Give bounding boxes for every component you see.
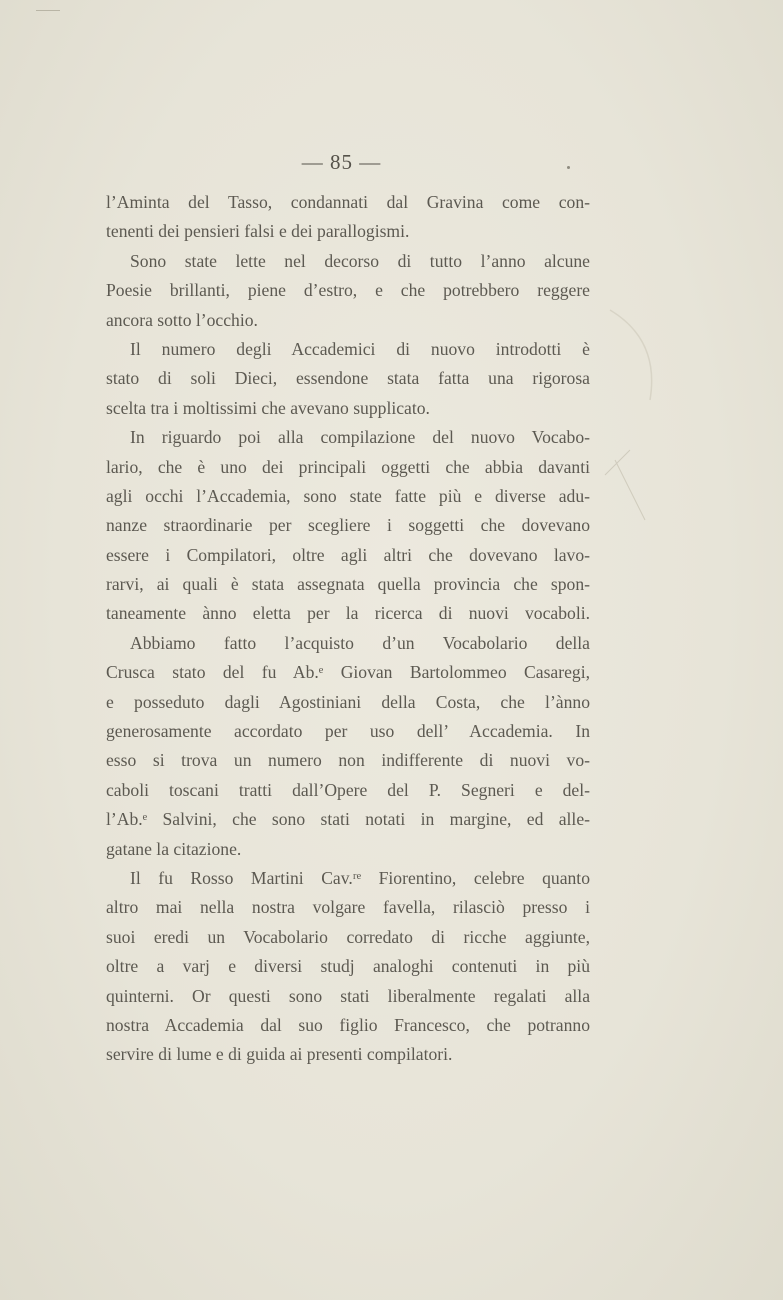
text-line: Crusca stato del fu Ab.ᵉ Giovan Bartolommeo Casaregi, (106, 662, 590, 683)
text-line: l’Aminta del Tasso, condannati dal Gravina come con- (106, 192, 590, 212)
text-line: In riguardo poi alla compilazione del nuovo Vocabo- (130, 427, 590, 448)
text-line: Abbiamo fatto l’acquisto d’un Vocabolario della (130, 632, 590, 653)
page-edge-mark (36, 0, 60, 11)
text-line: generosamente accordato per uso dell’ Accademia. In (106, 721, 590, 742)
text-line: Il numero degli Accademici di nuovo introdotti è (130, 338, 590, 359)
text-line: suoi eredi un Vocabolario corredato di ricche aggiunte, (106, 926, 590, 947)
text-line: caboli toscani tratti dall’Opere del P. Segneri e del- (106, 779, 590, 800)
text-line: gatane la citazione. (106, 838, 242, 859)
page-number: — 85 — (301, 150, 382, 174)
text-line: rarvi, ai quali è stata assegnata quella provincia che spon- (106, 574, 590, 595)
text-line: altro mai nella nostra volgare favella, rilasciò presso i (106, 897, 590, 918)
watermark-seal (600, 300, 680, 560)
text-line: scelta tra i moltissimi che avevano supplicato. (106, 397, 430, 418)
text-line: nostra Accademia dal suo figlio Francesco, che potranno (106, 1014, 590, 1035)
text-line: oltre a varj e diversi studj analoghi contenuti in più (106, 956, 590, 977)
text-line: agli occhi l’Accademia, sono state fatte più e diverse adu- (106, 485, 590, 506)
text-line: ancora sotto l’occhio. (106, 309, 258, 330)
text-line: tenenti dei pensieri falsi e dei parallogismi. (106, 221, 410, 242)
text-line: servire di lume e di guida ai presenti compilatori. (106, 1044, 453, 1065)
text-line: e posseduto dagli Agostiniani della Costa, che l’ànno (106, 691, 590, 712)
ink-speck (567, 166, 570, 169)
text-line: Il fu Rosso Martini Cav.ʳᵉ Fiorentino, celebre quanto (130, 867, 590, 888)
text-line: lario, che è uno dei principali oggetti che abbia davanti (106, 456, 590, 477)
text-line: Poesie brillanti, piene d’estro, e che potrebbero reggere (106, 280, 590, 301)
text-line: l’Ab.ᵉ Salvini, che sono stati notati in margine, ed alle- (106, 809, 590, 830)
text-line: essere i Compilatori, oltre agli altri che dovevano lavo- (106, 544, 590, 565)
text-line: stato di soli Dieci, essendone stata fatta una rigorosa (106, 368, 590, 389)
text-line: Sono state lette nel decorso di tutto l’anno alcune (130, 250, 590, 271)
text-line: esso si trova un numero non indifferente di nuovi vo- (106, 750, 590, 771)
text-line: quinterni. Or questi sono stati liberalmente regalati alla (106, 985, 590, 1006)
text-line: taneamente ànno eletta per la ricerca di nuovi vocaboli. (106, 603, 590, 624)
body-text (106, 188, 590, 1070)
text-line: nanze straordinarie per scegliere i soggetti che dovevano (106, 515, 590, 536)
